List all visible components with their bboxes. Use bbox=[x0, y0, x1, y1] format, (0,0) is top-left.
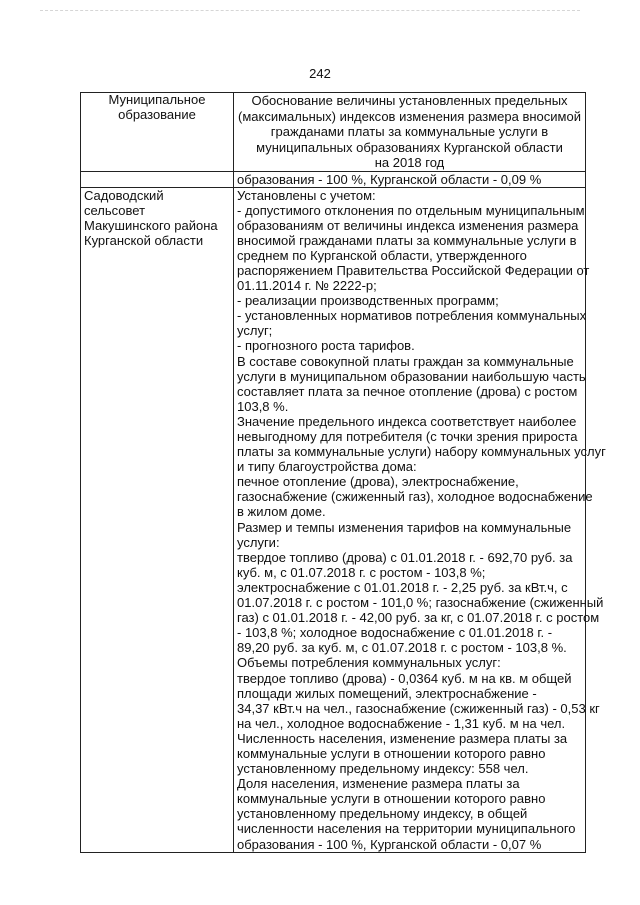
continuation-row bbox=[81, 171, 586, 187]
header-municipality-cell bbox=[81, 93, 234, 172]
justification-text-line: 01.07.2018 г. с ростом - 101,0 %; газоснабжение (сжиженный bbox=[237, 595, 604, 611]
scan-artifact-line bbox=[40, 10, 580, 11]
justification-text-line: Доля населения, изменение размера платы за bbox=[237, 776, 520, 792]
justification-text-line: - реализации производственных программ; bbox=[237, 293, 499, 309]
header-municipality-line: образование bbox=[118, 106, 196, 122]
justification-text-line: В составе совокупной платы граждан за коммунальные bbox=[237, 353, 574, 369]
municipality-name-line: Макушинского района bbox=[84, 217, 218, 233]
municipality-name-line: Садоводский bbox=[84, 187, 164, 203]
justification-text-line: площади жилых помещений, электроснабжение - bbox=[237, 685, 537, 701]
justification-text-line: 103,8 %. bbox=[237, 398, 289, 414]
justification-text-line: газоснабжение (сжиженный газ), холодное водоснабжение bbox=[237, 489, 593, 505]
municipality-name-line: Курганской области bbox=[84, 232, 204, 248]
header-justification-line: Обоснование величины установленных предельных bbox=[251, 93, 568, 108]
municipality-name-lines bbox=[84, 188, 230, 248]
justification-text-line: образования - 100 %, Курганской области - 0,07 % bbox=[237, 836, 542, 852]
justification-text-line: 89,20 руб. за куб. м, с 01.07.2018 г. с ростом - 103,8 %. bbox=[237, 640, 567, 656]
justification-text-line: услуги: bbox=[237, 534, 280, 550]
table-header-row bbox=[81, 93, 586, 172]
municipality-cell bbox=[81, 187, 234, 852]
justification-text-line: печное отопление (дрова), электроснабжение, bbox=[237, 474, 519, 490]
justification-text-line: - допустимого отклонения по отдельным муниципальным bbox=[237, 202, 585, 218]
justification-text-line: 01.11.2014 г. № 2222-р; bbox=[237, 278, 377, 294]
justification-text-line: образованиям от величины индекса изменения размера bbox=[237, 217, 579, 233]
page-number: 242 bbox=[309, 66, 331, 81]
justification-text-line: коммунальные услуги в отношении которого равно bbox=[237, 745, 546, 761]
justification-text-line: распоряжением Правительства Российской Федерации от bbox=[237, 262, 590, 278]
municipality-name-line: сельсовет bbox=[84, 202, 146, 218]
header-justification-line: на 2018 год bbox=[374, 155, 445, 170]
justification-text-line: установленному предельному индексу: 558 чел. bbox=[237, 761, 529, 777]
justification-text-line: численности населения на территории муниципального bbox=[237, 821, 576, 837]
header-justification-line: (максимальных) индексов изменения размера вносимой bbox=[238, 108, 581, 124]
justification-text-lines bbox=[237, 187, 606, 852]
header-justification-lines bbox=[237, 93, 582, 171]
justification-text-line: платы за коммунальные услуги) набору коммунальных услуг bbox=[237, 444, 606, 460]
justification-text-line: - 103,8 %; холодное водоснабжение с 01.01.2018 г. - bbox=[237, 625, 553, 641]
tariff-justification-table bbox=[80, 92, 606, 853]
justification-text-line: Значение предельного индекса соответствует наиболее bbox=[237, 413, 577, 429]
header-justification-cell bbox=[234, 93, 586, 172]
justification-text-line: вносимой гражданами платы за коммунальные услуги в bbox=[237, 232, 577, 248]
justification-text-line: на чел., холодное водоснабжение - 1,31 куб. м на чел. bbox=[237, 715, 566, 731]
justification-text-line: коммунальные услуги в отношении которого равно bbox=[237, 791, 546, 807]
justification-text-line: куб. м, с 01.07.2018 г. с ростом - 103,8 %; bbox=[237, 564, 486, 580]
justification-text-line: Размер и темпы изменения тарифов на коммунальные bbox=[237, 519, 572, 535]
justification-text-line: невыгодному для потребителя (с точки зрения прироста bbox=[237, 429, 578, 444]
justification-text-line: - прогнозного роста тарифов. bbox=[237, 338, 415, 354]
justification-text-line: - установленных нормативов потребления коммунальных bbox=[237, 308, 587, 324]
justification-text-line: Численность населения, изменение размера платы за bbox=[237, 730, 568, 746]
continuation-municipality-cell bbox=[81, 171, 234, 187]
justification-text-line: в жилом доме. bbox=[237, 504, 326, 520]
justification-text-line: и типу благоустройства дома: bbox=[237, 459, 417, 475]
justification-text-line: газ) с 01.01.2018 г. - 42,00 руб. за кг, с 01.07.2018 г. с ростом bbox=[237, 610, 600, 626]
justification-text-line: среднем по Курганской области, утвержденного bbox=[237, 247, 527, 263]
header-justification-line: муниципальных образованиях Курганской области bbox=[256, 139, 563, 155]
justification-text-line: Объемы потребления коммунальных услуг: bbox=[237, 655, 501, 671]
continuation-text-cell: образования - 100 %, Курганской области - 0,09 % bbox=[234, 171, 586, 187]
table-row bbox=[81, 187, 586, 852]
header-municipality-lines bbox=[84, 93, 230, 122]
justification-text-line: составляет плата за печное отопление (дрова) с ростом bbox=[237, 383, 578, 399]
justification-text-line: твердое топливо (дрова) - 0,0364 куб. м на кв. м общей bbox=[237, 670, 572, 686]
justification-text-line: 34,37 кВт.ч на чел., газоснабжение (сжиженный газ) - 0,53 кг bbox=[237, 700, 600, 716]
justification-text-line: услуг; bbox=[237, 323, 273, 339]
justification-text-line: электроснабжение с 01.01.2018 г. - 2,25 руб. за кВт.ч, с bbox=[237, 579, 568, 595]
justification-cell bbox=[234, 187, 606, 852]
justification-text-line: Установлены с учетом: bbox=[237, 187, 376, 203]
header-municipality-line: Муниципальное bbox=[108, 92, 206, 107]
justification-text-line: установленному предельному индексу, в общей bbox=[237, 806, 528, 822]
justification-text-line: услуги в муниципальном образовании наибольшую часть bbox=[237, 368, 586, 384]
header-justification-line: гражданами платы за коммунальные услуги в bbox=[270, 124, 549, 139]
justification-text-line: твердое топливо (дрова) с 01.01.2018 г. - 692,70 руб. за bbox=[237, 549, 573, 565]
